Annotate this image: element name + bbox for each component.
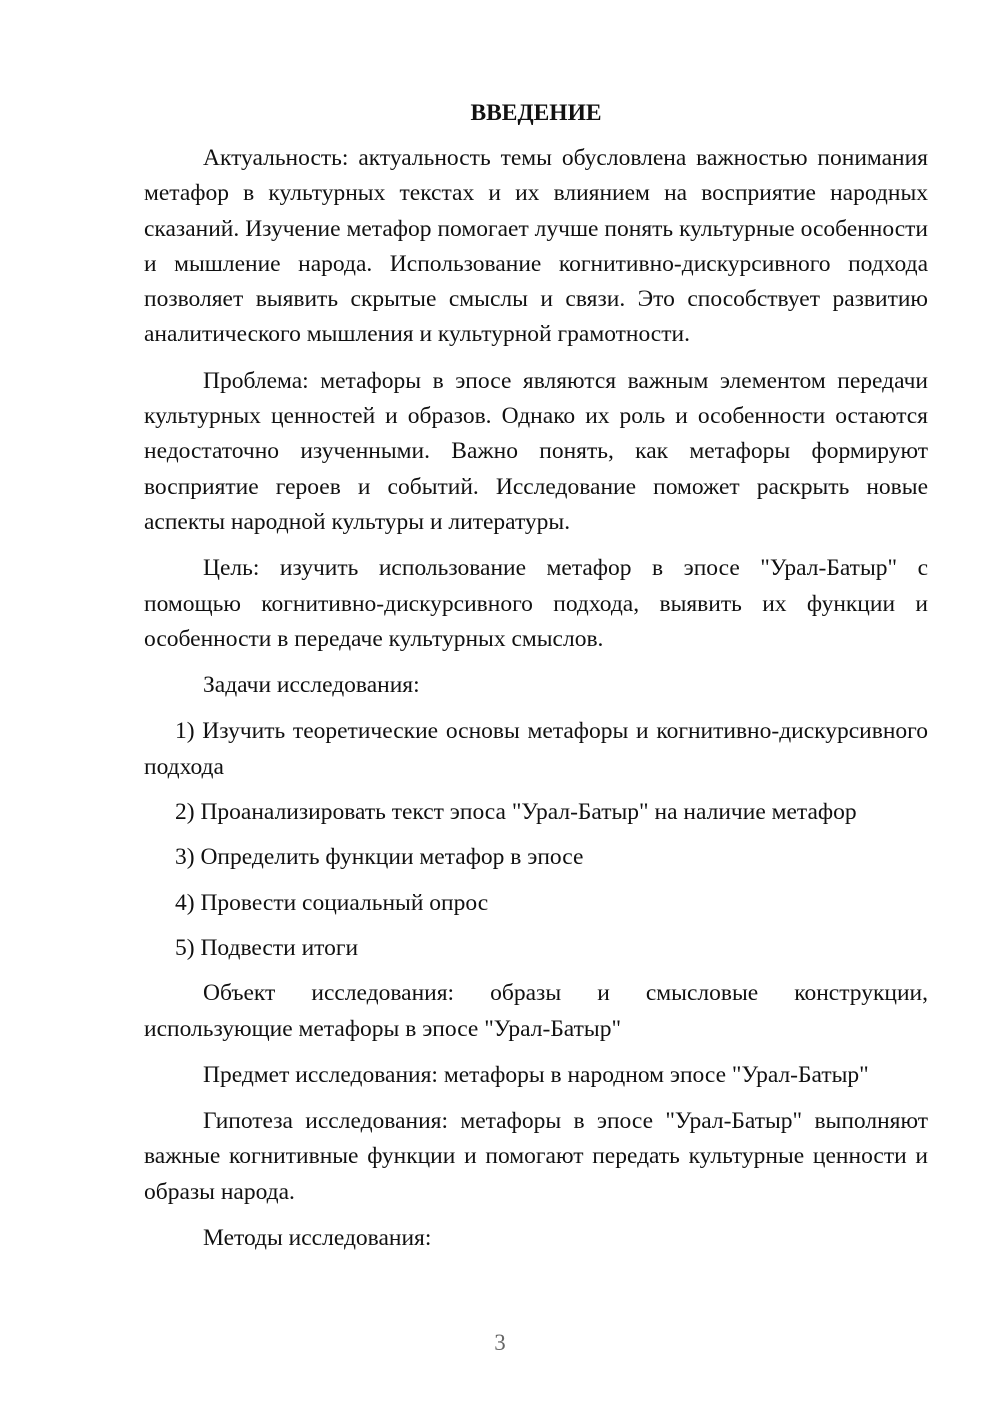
list-item-task-5: 5) Подвести итоги (175, 934, 359, 961)
list-item-task-3: 3) Определить функции метафор в эпосе (175, 844, 584, 871)
paragraph-relevance: Актуальность: актуальность темы обусловлена важностью понимания метафор в культурных текстах и их влиянием на восприятие народных сказаний. Изучение метафор помогает лучше понять культурные особенности и мышление народа. Использование когнитивно-дискурсивного подхода позволяет выявить скрытые смыслы и связи. Это способствует развитию аналитического мышления и культурной грамотности. (144, 145, 928, 348)
paragraph-problem: Проблема: метафоры в эпосе являются важным элементом передачи культурных ценностей и образов. Однако их роль и особенности остаются недостаточно изученными. Важно понять, как метафоры формируют восприятие героев и событий. Исследование поможет раскрыть новые аспекты народной культуры и литературы. (144, 367, 928, 535)
paragraph-hypothesis: Гипотеза исследования: метафоры в эпосе "Урал-Батыр" выполняют важные когнитивные функции и помогают передать культурные ценности и образы народа. (144, 1108, 928, 1205)
list-item-task-1: 1) Изучить теоретические основы метафоры и когнитивно-дискурсивного подхода (144, 718, 928, 780)
paragraph-methods-heading: Методы исследования: (203, 1225, 432, 1252)
list-item-task-4: 4) Провести социальный опрос (175, 889, 489, 916)
paragraph-subject: Предмет исследования: метафоры в народном эпосе "Урал-Батыр" (203, 1061, 869, 1088)
page-number: 3 (494, 1330, 506, 1355)
page-title: ВВЕДЕНИЕ (470, 100, 602, 126)
page-content (144, 96, 928, 1267)
list-item-task-2: 2) Проанализировать текст эпоса "Урал-Батыр" на наличие метафор (175, 799, 857, 826)
paragraph-tasks-heading: Задачи исследования: (203, 672, 420, 699)
paragraph-object: Объект исследования: образы и смысловые конструкции, использующие метафоры в эпосе "Урал-Батыр" (144, 980, 928, 1042)
paragraph-goal: Цель: изучить использование метафор в эпосе "Урал-Батыр" с помощью когнитивно-дискурсивного подхода, выявить их функции и особенности в передаче культурных смыслов. (144, 555, 928, 652)
